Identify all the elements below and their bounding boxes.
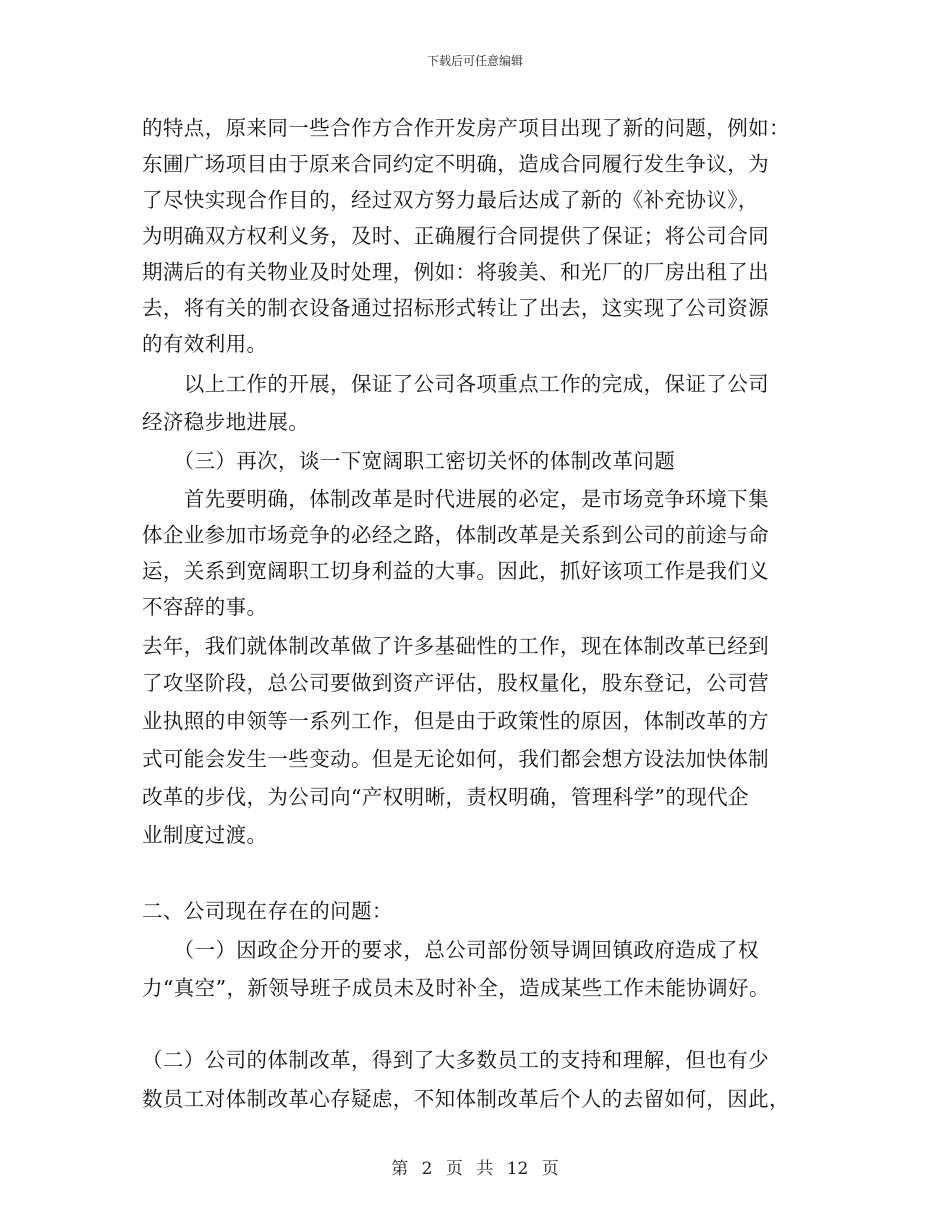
section-heading: （三）再次，谈一下宽阔职工密切关怀的体制改革问题 [142,449,676,473]
body-line: 去年，我们就体制改革做了许多基础性的工作，现在体制改革已经到 [142,634,769,658]
body-line: 力“真空”，新领导班子成员未及时补全，造成某些工作未能协调好。 [142,976,770,1000]
body-line: 的有效利用。 [142,332,268,356]
body-line: 业制度过渡。 [142,823,268,847]
page-number-footer: 第 2 页 共 12 页 [391,1159,559,1179]
body-line: 运，关系到宽阔职工切身利益的大事。因此，抓好该项工作是我们义 [142,559,769,583]
body-line: 以上工作的开展，保证了公司各项重点工作的完成，保证了公司 [142,372,769,396]
body-line: 改革的步伐，为公司向“产权明晰，责权明确，管理科学”的现代企 [142,785,749,809]
body-line: 体企业参加市场竞争的必经之路，体制改革是关系到公司的前途与命 [142,523,769,547]
body-line: 为明确双方权利义务，及时、正确履行合同提供了保证；将公司合同 [142,224,769,248]
section-heading: 二、公司现在存在的问题： [142,899,393,923]
body-line: 式可能会发生一些变动。但是无论如何，我们都会想方设法加快体制 [142,747,769,771]
body-line: （二）公司的体制改革，得到了大多数员工的支持和理解，但也有少 [142,1048,769,1072]
body-line: 了尽快实现合作目的，经过双方努力最后达成了新的《补充协议》， [142,188,759,212]
body-line: 经济稳步地进展。 [142,410,310,434]
body-line: 了攻坚阶段，总公司要做到资产评估，股权量化，股东登记，公司营 [142,671,769,695]
body-line: 数员工对体制改革心存疑虑，不知体制改革后个人的去留如何，因此， [142,1087,790,1111]
body-line: 的特点，原来同一些合作方合作开发房产项目出现了新的问题，例如： [142,116,790,140]
page-header-note: 下载后可任意编辑 [426,54,523,68]
body-line: （一）因政企分开的要求，总公司部份领导调回镇政府造成了权 [142,938,759,962]
body-line: 期满后的有关物业及时处理，例如：将骏美、和光厂的厂房出租了出 [142,260,769,284]
body-line: 业执照的申领等一系列工作，但是由于政策性的原因，体制改革的方 [142,709,769,733]
body-line: 首先要明确，体制改革是时代进展的必定，是市场竞争环境下集 [142,487,769,511]
body-line: 东圃广场项目由于原来合同约定不明确，造成合同履行发生争议，为 [142,152,769,176]
body-line: 去，将有关的制衣设备通过招标形式转让了出去，这实现了公司资源 [142,296,769,320]
body-line: 不容辞的事。 [142,595,268,619]
